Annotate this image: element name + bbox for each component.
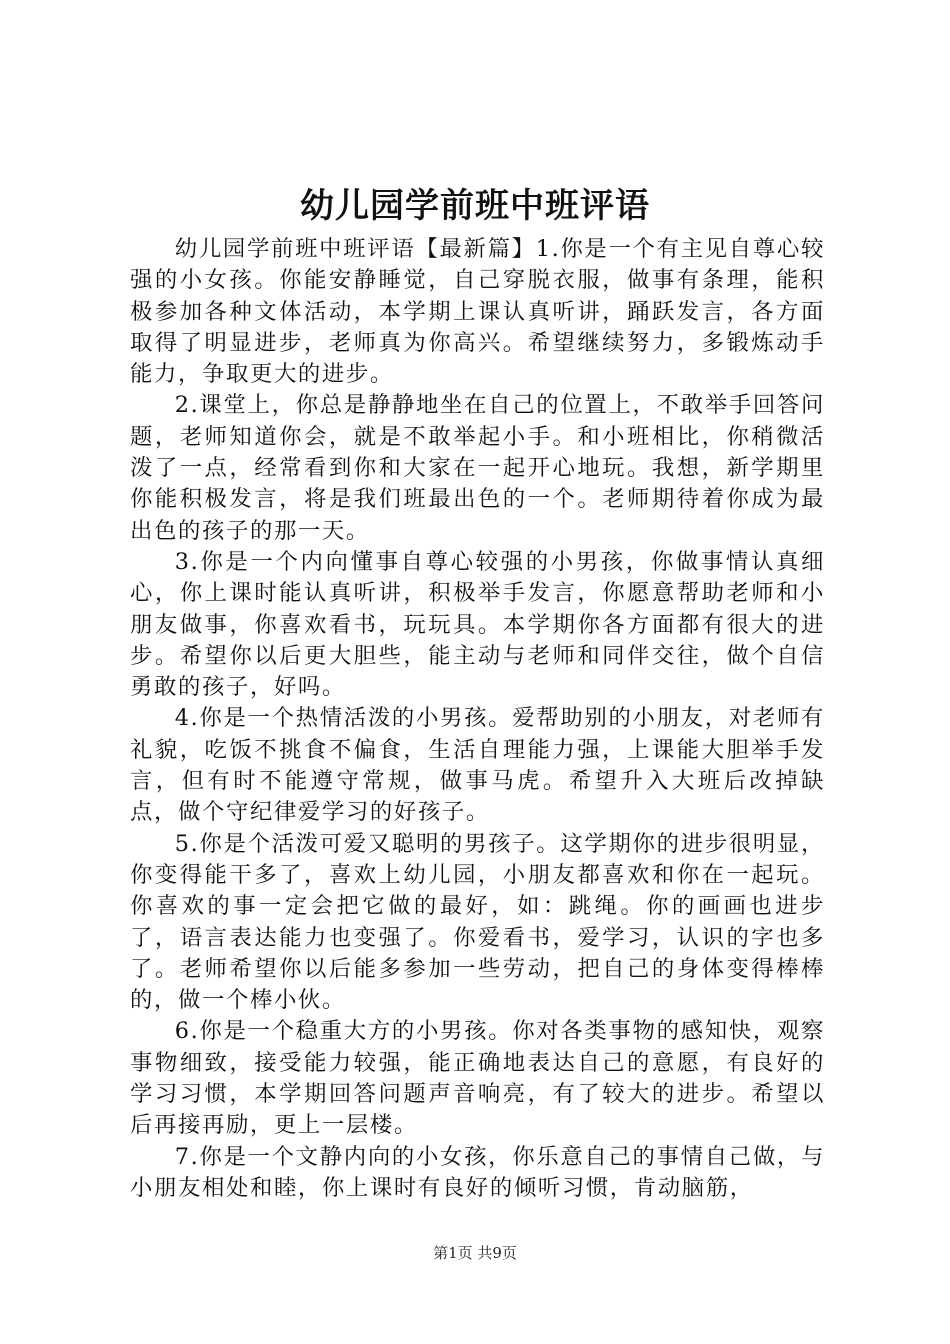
paragraph-2: 2.课堂上，你总是静静地坐在自己的位置上，不敢举手回答问题，老师知道你会，就是不敢举起小手。和小班相比，你稍微活泼了一点，经常看到你和大家在一起开心地玩。我想，新学期里你能积极发言，将是我们班最出色的一个。老师期待着你成为最出色的孩子的那一天。: [130, 392, 825, 544]
paragraph-7: 7.你是一个文静内向的小女孩，你乐意自己的事情自己做，与小朋友相处和睦，你上课时有良好的倾听习惯，肯动脑筋，: [130, 1143, 825, 1201]
paragraph-4: 4.你是一个热情活泼的小男孩。爱帮助别的小朋友，对老师有礼貌，吃饭不挑食不偏食，生活自理能力强，上课能大胆举手发言，但有时不能遵守常规，做事马虎。希望升入大班后改掉缺点，做个守纪律爱学习的好孩子。: [130, 705, 825, 826]
paragraph-1: 幼儿园学前班中班评语【最新篇】1.你是一个有主见自尊心较强的小女孩。你能安静睡觉，自己穿脱衣服，做事有条理，能积极参加各种文体活动，本学期上课认真听讲，踊跃发言，各方面取得了明显进步，老师真为你高兴。希望继续努力，多锻炼动手能力，争取更大的进步。: [130, 236, 825, 388]
paragraph-6: 6.你是一个稳重大方的小男孩。你对各类事物的感知快，观察事物细致，接受能力较强，能正确地表达自己的意愿，有良好的学习习惯，本学期回答问题声音响亮，有了较大的进步。希望以后再接再励，更上一层楼。: [130, 1018, 825, 1139]
document-title: 幼儿园学前班中班评语: [300, 186, 650, 226]
document-body: [130, 234, 825, 1204]
paragraph-5: 5.你是个活泼可爱又聪明的男孩子。这学期你的进步很明显，你变得能干多了，喜欢上幼儿园，小朋友都喜欢和你在一起玩。你喜欢的事一定会把它做的最好，如：跳绳。你的画画也进步了，语言表达能力也变强了。你爱看书，爱学习，认识的字也多了。老师希望你以后能多参加一些劳动，把自己的身体变得棒棒的，做一个棒小伙。: [130, 830, 825, 1014]
paragraph-3: 3.你是一个内向懂事自尊心较强的小男孩，你做事情认真细心，你上课时能认真听讲，积极举手发言，你愿意帮助老师和小朋友做事，你喜欢看书，玩玩具。本学期你各方面都有很大的进步。希望你以后更大胆些，能主动与老师和同伴交往，做个自信勇敢的孩子，好吗。: [130, 548, 825, 701]
page-number-footer: 第1页 共9页: [433, 1244, 517, 1262]
